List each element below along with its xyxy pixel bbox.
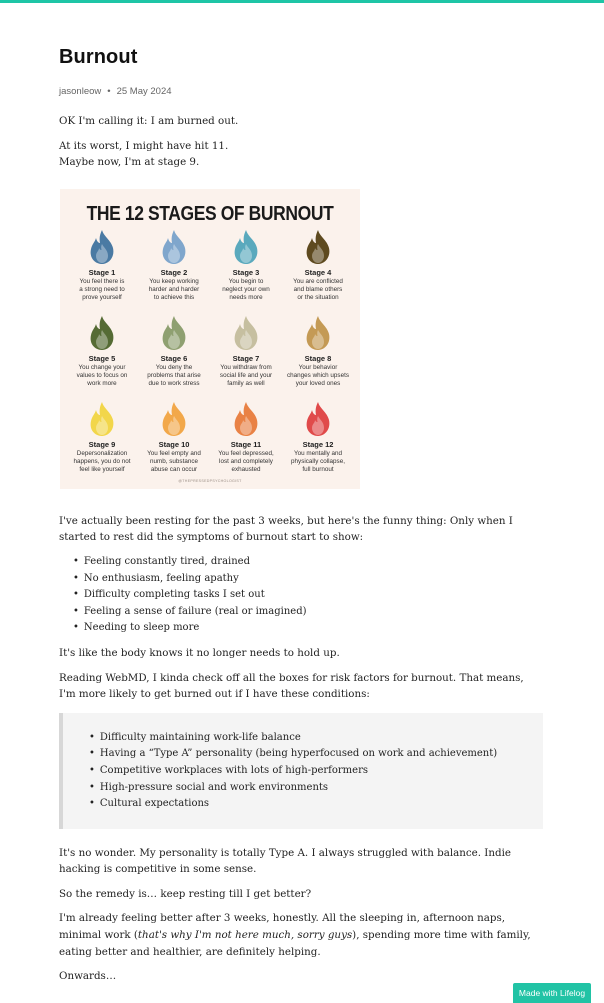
stage-label: Stage 5	[88, 353, 116, 363]
stage-description	[208, 278, 284, 303]
post-title: Burnout	[59, 46, 138, 68]
stage-description-line: happens, you do not	[73, 457, 131, 465]
stage-description-line: to achieve this	[153, 294, 195, 302]
stage-description-line: work more	[87, 380, 117, 388]
stage-cell	[208, 229, 284, 303]
post-meta	[59, 86, 543, 97]
stage-cell	[136, 401, 212, 475]
stage-description-line: You withdraw from	[220, 363, 272, 371]
paragraph: It's no wonder. My personality is totally Type A. I always struggled with balance. Indie hacking is competitive in some sense.	[59, 846, 511, 876]
paragraph-text: I'm already feeling better after 3 weeks, honestly. All the sleeping in, afternoon naps, minimal work (	[59, 912, 506, 942]
stage-description-line: needs more	[229, 294, 263, 302]
stage-label: Stage 1	[88, 267, 116, 277]
flame-icon	[303, 229, 333, 265]
stage-description-line: numb, substance	[150, 457, 198, 465]
stage-cell	[208, 401, 284, 475]
stage-description-line: You keep working	[149, 277, 199, 285]
risk-factor-item: • High-pressure social and work environments	[89, 780, 543, 797]
stage-description	[280, 278, 356, 303]
stage-description-line: You deny the	[155, 363, 193, 371]
stage-description	[208, 450, 284, 475]
stage-description-line: You feel there is	[79, 277, 125, 285]
flame-icon	[87, 229, 117, 265]
stage-description-line: You change your	[78, 363, 126, 371]
stage-description-line: changes which upsets	[287, 371, 349, 379]
stage-description-line: prove yourself	[82, 294, 122, 302]
stage-description-line: full burnout	[302, 466, 334, 474]
stage-description-line: or the situation	[297, 294, 339, 302]
stage-description-line: a strong need to	[79, 285, 125, 293]
stage-description-line: Your behavior	[298, 363, 338, 371]
stage-cell	[64, 229, 140, 303]
risk-factor-item: • Cultural expectations	[89, 796, 543, 813]
flame-icon	[231, 229, 261, 265]
stage-label: Stage 9	[88, 439, 116, 449]
stage-description	[64, 278, 140, 303]
symptom-item: • Feeling a sense of failure (real or imagined)	[73, 604, 543, 621]
stage-description	[64, 364, 140, 389]
stage-description-line: exhausted	[231, 466, 261, 474]
stage-label: Stage 4	[304, 267, 332, 277]
burnout-stages-infographic	[60, 189, 360, 489]
stage-description-line: harder and harder	[148, 285, 200, 293]
made-with-lifelog-badge[interactable]: Made with Lifelog	[513, 983, 591, 1003]
flame-icon	[231, 401, 261, 437]
stage-label: Stage 12	[302, 439, 334, 449]
stage-description	[280, 364, 356, 389]
infographic-title: THE 12 STAGES OF BURNOUT	[86, 201, 334, 225]
stage-cell	[280, 401, 356, 475]
stage-cell	[64, 315, 140, 389]
paragraph-text: ), spending more time with family, eating better and healthier, are definitely helping.	[59, 929, 531, 958]
stage-description	[136, 278, 212, 303]
stage-label: Stage 6	[160, 353, 188, 363]
flame-icon	[159, 315, 189, 351]
post-date: 25 May 2024	[116, 86, 172, 97]
stage-label: Stage 10	[158, 439, 190, 449]
risk-factors-quote	[59, 713, 543, 829]
paragraph: I've actually been resting for the past 3 weeks, but here's the funny thing: Only when I started to rest did the symptoms of burnout start to show:	[59, 514, 513, 544]
stage-description-line: You mentally and	[293, 449, 343, 457]
stage-description-line: problems that arise	[147, 371, 201, 379]
stage-description-line: neglect your own	[222, 285, 270, 293]
stage-description-line: Depersonalization	[76, 449, 128, 457]
risk-factor-item: • Having a “Type A” personality (being hyperfocused on work and achievement)	[89, 746, 543, 763]
stage-description-line: family as well	[227, 380, 265, 388]
stage-description-line: You begin to	[228, 277, 264, 285]
stage-label: Stage 3	[232, 267, 260, 277]
symptoms-list	[59, 554, 543, 637]
stage-description-line: due to work stress	[148, 380, 200, 388]
paragraph-line: Maybe now, I'm at stage 9.	[59, 156, 200, 169]
stage-cell	[64, 401, 140, 475]
risk-factor-item: • Competitive workplaces with lots of high-performers	[89, 763, 543, 780]
stage-description-line: You feel empty and	[147, 449, 201, 457]
symptom-item: • Needing to sleep more	[73, 620, 543, 637]
infographic-credit: @THEPRESSEDPSYCHOLOGIST	[178, 478, 242, 483]
paragraph: OK I'm calling it: I am burned out.	[59, 115, 239, 127]
stage-description-line: and blame others	[293, 285, 343, 293]
stage-description	[208, 364, 284, 389]
risk-factors-list	[89, 730, 543, 813]
stage-description-line: lost and completely	[219, 457, 273, 465]
stage-description	[136, 450, 212, 475]
paragraph: So the remedy is… keep resting till I get better?	[59, 887, 312, 900]
stage-label: Stage 8	[304, 353, 332, 363]
flame-icon	[87, 401, 117, 437]
paragraph-italic: that's why I'm not here much, sorry guys	[137, 929, 353, 942]
paragraph	[59, 910, 543, 960]
symptom-item: • Feeling constantly tired, drained	[73, 554, 543, 571]
paragraph	[59, 138, 543, 171]
stage-description-line: feel like yourself	[79, 466, 125, 474]
stage-description-line: You feel depressed,	[218, 449, 274, 457]
stage-description	[136, 364, 212, 389]
stage-cell	[136, 229, 212, 303]
risk-factor-item: • Difficulty maintaining work-life balance	[89, 730, 543, 747]
symptom-item: • Difficulty completing tasks I set out	[73, 587, 543, 604]
stage-cell	[280, 229, 356, 303]
stage-label: Stage 7	[232, 353, 260, 363]
stage-description-line: You are conflicted	[293, 277, 343, 285]
stage-cell	[136, 315, 212, 389]
stage-description-line: your loved ones	[295, 380, 341, 388]
top-accent-bar	[0, 0, 604, 3]
stage-description	[280, 450, 356, 475]
stage-cell	[208, 315, 284, 389]
flame-icon	[159, 229, 189, 265]
symptom-item: • No enthusiasm, feeling apathy	[73, 571, 543, 588]
stage-description-line: abuse can occur	[150, 466, 198, 474]
flame-icon	[303, 401, 333, 437]
stage-label: Stage 11	[230, 439, 262, 449]
flame-icon	[87, 315, 117, 351]
flame-icon	[231, 315, 261, 351]
author-link[interactable]: jasonleow	[59, 86, 102, 97]
post-content	[59, 46, 543, 993]
stage-description-line: values to focus on	[76, 371, 128, 379]
flame-icon	[159, 401, 189, 437]
stage-description-line: social life and your	[219, 371, 273, 379]
paragraph: Onwards…	[59, 970, 117, 983]
paragraph: Reading WebMD, I kinda check off all the boxes for risk factors for burnout. That means, I'm more likely to get burned out if I have these conditions:	[59, 671, 524, 701]
meta-separator: •	[107, 86, 111, 97]
stage-label: Stage 2	[160, 267, 188, 277]
stage-cell	[280, 315, 356, 389]
stage-description-line: physically collapse,	[291, 457, 345, 465]
paragraph: It's like the body knows it no longer needs to hold up.	[59, 646, 340, 659]
paragraph-line: At its worst, I might have hit 11.	[59, 139, 229, 152]
flame-icon	[303, 315, 333, 351]
stage-description	[64, 450, 140, 475]
